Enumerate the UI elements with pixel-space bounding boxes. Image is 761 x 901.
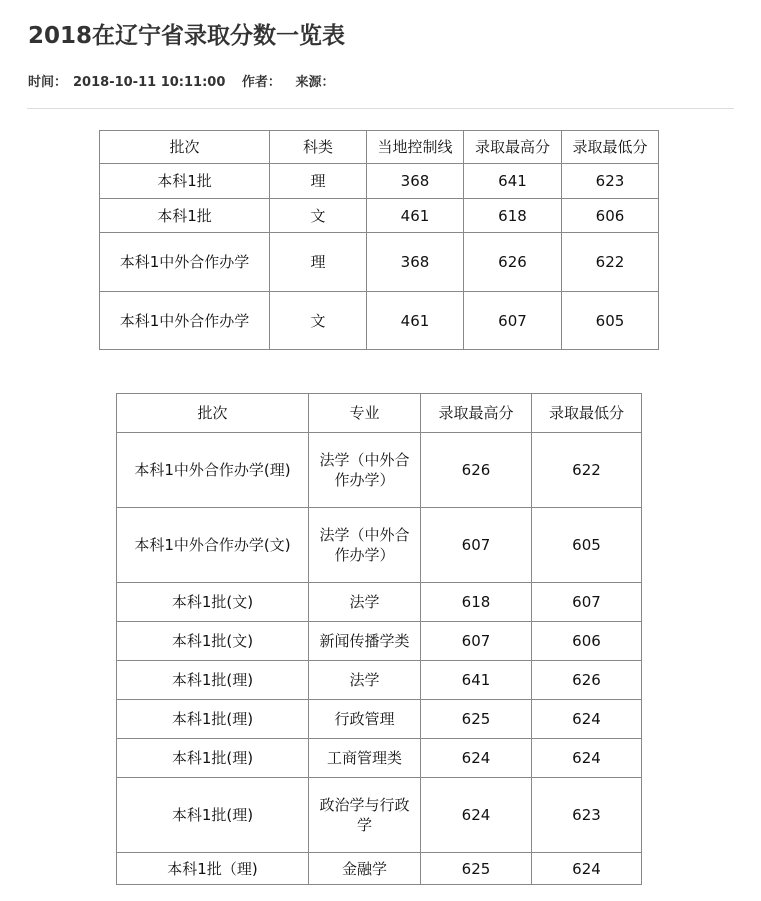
table-row (100, 233, 659, 292)
table-cell: 622 (562, 233, 659, 292)
column-header: 当地控制线 (367, 131, 464, 164)
table-cell: 法学（中外合作办学） (309, 508, 421, 583)
table-cell: 工商管理类 (309, 739, 421, 778)
table-cell: 金融学 (309, 853, 421, 885)
table-row (117, 622, 642, 661)
table-cell: 623 (562, 164, 659, 199)
table-cell: 605 (532, 508, 642, 583)
table-row (100, 164, 659, 199)
time-label (28, 75, 231, 90)
table-cell: 法学 (309, 583, 421, 622)
table-cell: 本科1批(理) (117, 661, 309, 700)
table-cell: 626 (421, 433, 532, 508)
table-cell: 626 (464, 233, 562, 292)
time-label-text: 时间： (28, 75, 68, 90)
table-cell: 461 (367, 292, 464, 350)
table-cell: 368 (367, 233, 464, 292)
table-cell: 607 (532, 583, 642, 622)
table-cell: 461 (367, 199, 464, 233)
source-label: 来源： (295, 75, 335, 90)
table-cell: 607 (464, 292, 562, 350)
table-row (117, 853, 642, 885)
author-label: 作者： (241, 75, 281, 90)
table-cell: 本科1批（理) (117, 853, 309, 885)
table-cell: 626 (532, 661, 642, 700)
table-cell: 法学（中外合作办学） (309, 433, 421, 508)
table-cell: 622 (532, 433, 642, 508)
table-cell: 607 (421, 508, 532, 583)
table-cell: 606 (562, 199, 659, 233)
table-cell: 607 (421, 622, 532, 661)
column-header: 录取最低分 (562, 131, 659, 164)
table-cell: 本科1中外合作办学 (100, 292, 270, 350)
table-cell: 本科1批(理) (117, 739, 309, 778)
table-cell: 法学 (309, 661, 421, 700)
table-header-row (100, 131, 659, 164)
column-header: 批次 (100, 131, 270, 164)
table-cell: 624 (421, 739, 532, 778)
table-row (117, 700, 642, 739)
table-cell: 本科1批(理) (117, 778, 309, 853)
table-row (117, 778, 642, 853)
table-row (100, 199, 659, 233)
table-cell: 624 (532, 853, 642, 885)
table-cell: 本科1批(文) (117, 583, 309, 622)
table-cell: 新闻传播学类 (309, 622, 421, 661)
table-cell: 618 (421, 583, 532, 622)
table-cell: 641 (464, 164, 562, 199)
table-cell: 624 (532, 700, 642, 739)
column-header: 录取最低分 (532, 394, 642, 433)
table-cell: 605 (562, 292, 659, 350)
table-cell: 本科1批(文) (117, 622, 309, 661)
table-header-row (117, 394, 642, 433)
table-cell: 本科1批 (100, 199, 270, 233)
header-divider (27, 108, 734, 109)
column-header: 科类 (270, 131, 367, 164)
column-header: 批次 (117, 394, 309, 433)
table-cell: 625 (421, 853, 532, 885)
table-cell: 本科1中外合作办学(文) (117, 508, 309, 583)
table-row (117, 508, 642, 583)
table-cell: 641 (421, 661, 532, 700)
table-cell: 文 (270, 199, 367, 233)
table-cell: 624 (532, 739, 642, 778)
major-score-table (116, 393, 642, 885)
table-row (117, 583, 642, 622)
table-cell: 政治学与行政学 (309, 778, 421, 853)
column-header: 专业 (309, 394, 421, 433)
table-cell: 文 (270, 292, 367, 350)
table-row (117, 661, 642, 700)
page-title: 2018在辽宁省录取分数一览表 (28, 23, 346, 49)
table-cell: 606 (532, 622, 642, 661)
table-cell: 理 (270, 233, 367, 292)
table-cell: 623 (532, 778, 642, 853)
table-row (117, 739, 642, 778)
table-cell: 625 (421, 700, 532, 739)
table-cell: 本科1中外合作办学 (100, 233, 270, 292)
table-cell: 本科1批(理) (117, 700, 309, 739)
table-cell: 理 (270, 164, 367, 199)
table-cell: 本科1批 (100, 164, 270, 199)
table-cell: 618 (464, 199, 562, 233)
time-value: 2018-10-11 10:11:00 (73, 75, 226, 90)
table-cell: 624 (421, 778, 532, 853)
table-row (117, 433, 642, 508)
table-cell: 本科1中外合作办学(理) (117, 433, 309, 508)
table-cell: 368 (367, 164, 464, 199)
table-cell: 行政管理 (309, 700, 421, 739)
column-header: 录取最高分 (421, 394, 532, 433)
table-row (100, 292, 659, 350)
cutoff-score-table (99, 130, 659, 350)
article-meta (28, 71, 340, 90)
column-header: 录取最高分 (464, 131, 562, 164)
